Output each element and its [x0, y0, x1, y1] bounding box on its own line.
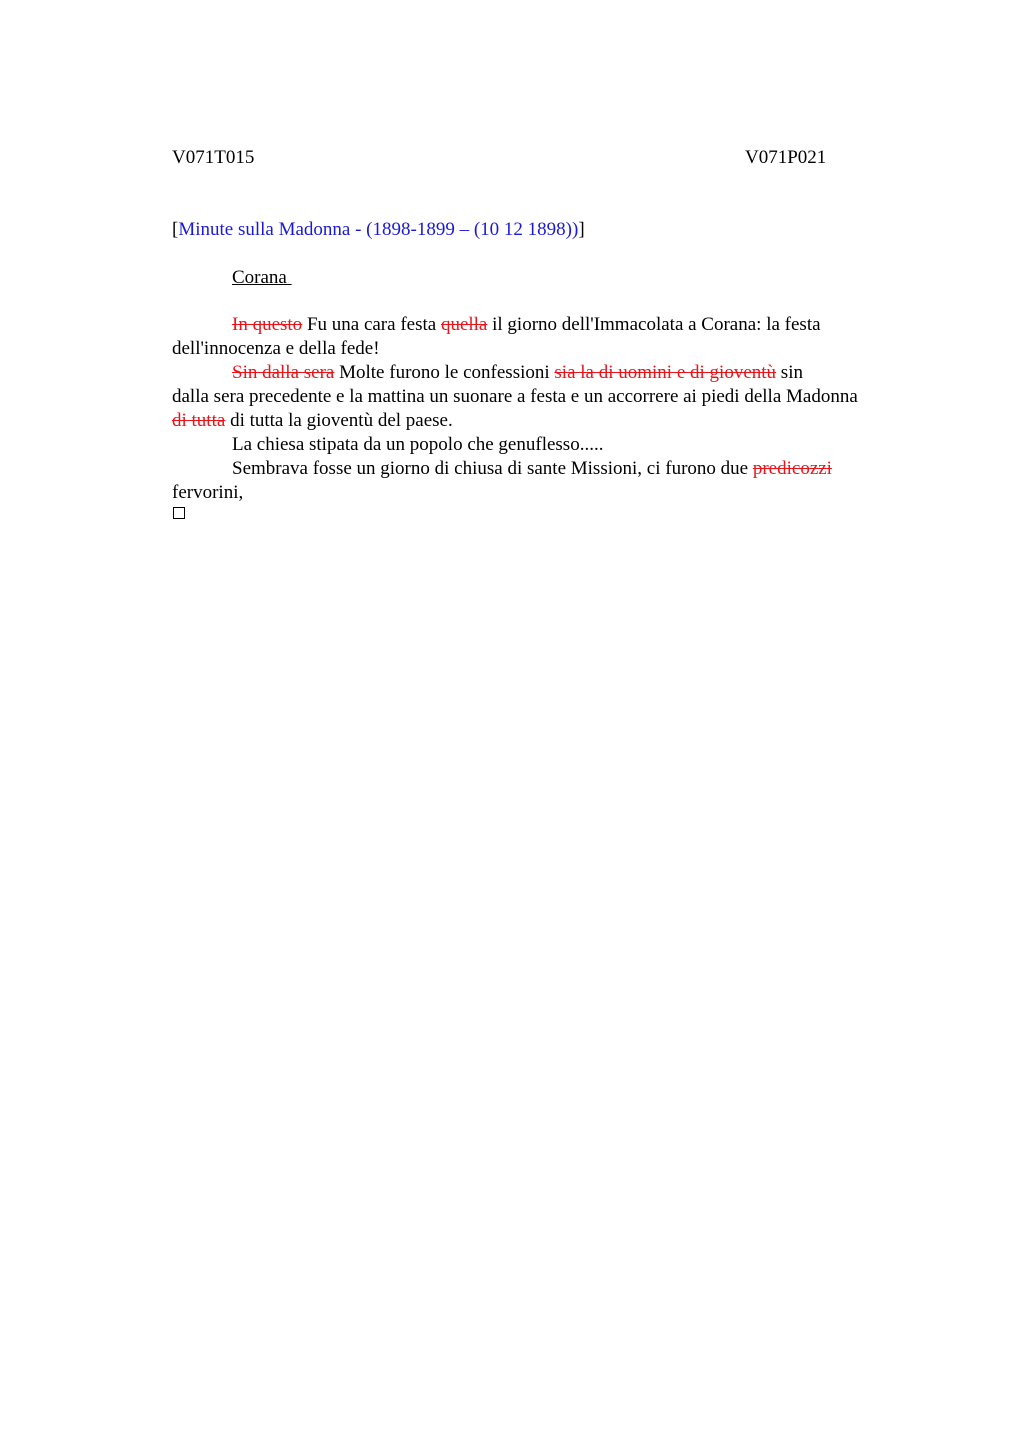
header-left-code: V071T015: [172, 147, 255, 168]
paragraph-2-line-2: dalla sera precedente e la mattina un suonare a festa e un accorrere ai piedi della Madonna: [172, 386, 858, 407]
text-run: il giorno dell'Immacolata a Corana: la festa: [487, 314, 821, 335]
text-run: Fu una cara festa: [302, 314, 441, 335]
section-subtitle: Corana: [232, 267, 292, 288]
body-text: [172, 313, 932, 505]
paragraph-3-line-1: La chiesa stipata da un popolo che genuflesso.....: [232, 434, 604, 455]
text-run: di tutta la gioventù del paese.: [225, 410, 453, 431]
text-run: Sembrava fosse un giorno di chiusa di sante Missioni, ci furono due: [232, 458, 753, 479]
title-close-bracket: ]: [578, 219, 585, 240]
paragraph-2-line-1: [172, 361, 932, 385]
header-right-code: V071P021: [745, 147, 827, 168]
title-open-bracket: [: [172, 219, 179, 240]
paragraph-4-line-1: [172, 457, 932, 481]
deleted-text: Sin dalla sera: [232, 362, 335, 383]
document-title: [172, 218, 585, 242]
deleted-text: predicozzi: [752, 458, 832, 479]
deleted-text: di tutta: [172, 410, 226, 431]
paragraph-4-line-2: fervorini,: [172, 482, 244, 503]
text-run: Molte furono le confessioni: [334, 362, 555, 383]
text-run: sin: [776, 362, 803, 383]
deleted-text: In questo: [232, 314, 303, 335]
deleted-text: sia la di uomini e di gioventù: [554, 362, 777, 383]
checkbox-icon: [173, 507, 185, 519]
paragraph-1-line-2: dell'innocenza e della fede!: [172, 338, 380, 359]
deleted-text: quella: [440, 314, 488, 335]
title-link[interactable]: Minute sulla Madonna - (1898-1899 – (10 12 1898)): [178, 219, 579, 240]
paragraph-1-line-1: [172, 313, 932, 337]
paragraph-2-line-3: [172, 409, 932, 433]
